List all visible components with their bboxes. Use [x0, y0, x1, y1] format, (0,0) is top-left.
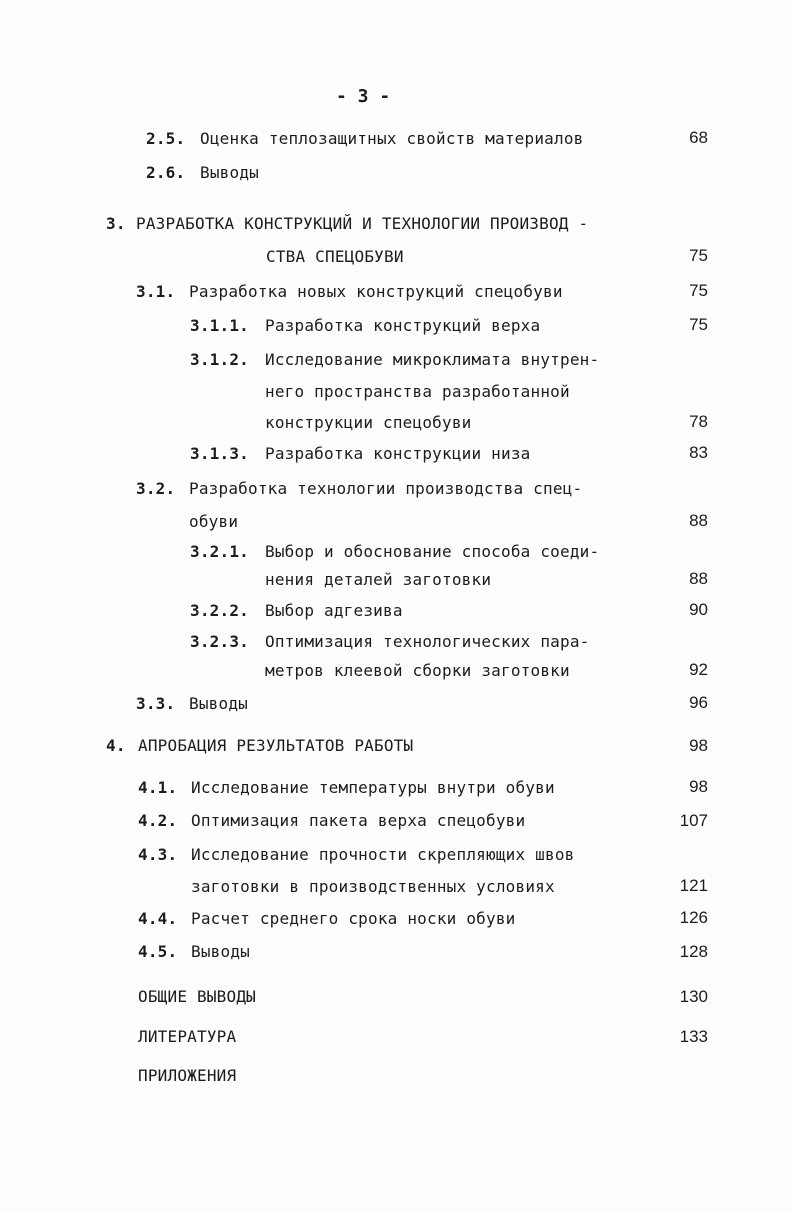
- toc-title: РАЗРАБОТКА КОНСТРУКЦИЙ И ТЕХНОЛОГИИ ПРОИЗВОД -: [136, 214, 589, 233]
- toc-page-ref: 107: [679, 811, 708, 830]
- toc-title: Разработка конструкции низа: [265, 444, 531, 463]
- toc-page-ref: 96: [689, 693, 708, 712]
- toc-page-ref: 98: [689, 777, 708, 796]
- toc-page-ref: 121: [679, 876, 708, 895]
- toc-title: Исследование температуры внутри обуви: [191, 778, 555, 797]
- toc-title: Разработка технологии производства спец-: [189, 479, 583, 498]
- toc-title: ОБЩИЕ ВЫВОДЫ: [138, 987, 256, 1006]
- toc-number: 4.3.: [138, 845, 178, 864]
- toc-number: 3.1.1.: [190, 316, 249, 335]
- toc-title: Разработка новых конструкций спецобуви: [189, 282, 563, 301]
- toc-title: Оптимизация пакета верха спецобуви: [191, 811, 526, 830]
- toc-page-ref: 88: [689, 511, 708, 530]
- toc-number: 4.1.: [138, 778, 178, 797]
- toc-title: Оценка теплозащитных свойств материалов: [200, 129, 584, 148]
- toc-title: Исследование микроклимата внутрен-: [265, 350, 600, 369]
- toc-title: ЛИТЕРАТУРА: [138, 1027, 237, 1046]
- toc-title-continued: метров клеевой сборки заготовки: [265, 661, 570, 680]
- toc-number: 3.2.3.: [190, 632, 249, 651]
- toc-number: 3.1.: [136, 282, 176, 301]
- toc-title: Выводы: [191, 942, 250, 961]
- toc-number: 3.2.2.: [190, 601, 249, 620]
- toc-page-ref: 126: [679, 908, 708, 927]
- toc-number: 4.2.: [138, 811, 178, 830]
- toc-title: АПРОБАЦИЯ РЕЗУЛЬТАТОВ РАБОТЫ: [138, 736, 414, 755]
- toc-page-ref: 88: [689, 569, 708, 588]
- toc-title: Разработка конструкций верха: [265, 316, 541, 335]
- toc-title-continued: СТВА СПЕЦОБУВИ: [266, 247, 404, 266]
- toc-title: Исследование прочности скрепляющих швов: [191, 845, 575, 864]
- toc-number: 3.1.2.: [190, 350, 249, 369]
- toc-number: 3.2.: [136, 479, 176, 498]
- toc-page-ref: 75: [689, 246, 708, 265]
- toc-page-ref: 128: [679, 942, 708, 961]
- toc-number: 3.3.: [136, 694, 176, 713]
- toc-title: Выбор адгезива: [265, 601, 403, 620]
- toc-number: 4.5.: [138, 942, 178, 961]
- toc-title: Выбор и обоснование способа соеди-: [265, 542, 600, 561]
- toc-number: 4.: [106, 736, 126, 755]
- toc-title: Выводы: [189, 694, 248, 713]
- toc-number: 4.4.: [138, 909, 178, 928]
- toc-page-ref: 75: [689, 315, 708, 334]
- toc-title-continued: нения деталей заготовки: [265, 570, 492, 589]
- toc-title-continued: заготовки в производственных условиях: [191, 877, 555, 896]
- toc-title: Оптимизация технологических пара-: [265, 632, 590, 651]
- toc-number: 2.5.: [146, 129, 186, 148]
- toc-number: 3.: [106, 214, 126, 233]
- toc-title: Расчет среднего срока носки обуви: [191, 909, 516, 928]
- toc-number: 2.6.: [146, 163, 186, 182]
- toc-page-ref: 130: [679, 987, 708, 1006]
- toc-page-ref: 98: [689, 736, 708, 755]
- toc-number: 3.1.3.: [190, 444, 249, 463]
- toc-title-continued: него пространства разработанной: [265, 382, 570, 401]
- toc-page-ref: 90: [689, 600, 708, 619]
- toc-page-ref: 75: [689, 281, 708, 300]
- toc-title: ПРИЛОЖЕНИЯ: [138, 1066, 237, 1085]
- toc-title-continued: обуви: [189, 512, 239, 531]
- toc-page-ref: 92: [689, 660, 708, 679]
- toc-page-ref: 68: [689, 128, 708, 147]
- toc-page-ref: 83: [689, 443, 708, 462]
- toc-title: Выводы: [200, 163, 259, 182]
- toc-number: 3.2.1.: [190, 542, 249, 561]
- page-number: - 3 -: [336, 86, 391, 107]
- toc-page-ref: 133: [679, 1027, 708, 1046]
- toc-page-ref: 78: [689, 412, 708, 431]
- toc-title-continued: конструкции спецобуви: [265, 413, 472, 432]
